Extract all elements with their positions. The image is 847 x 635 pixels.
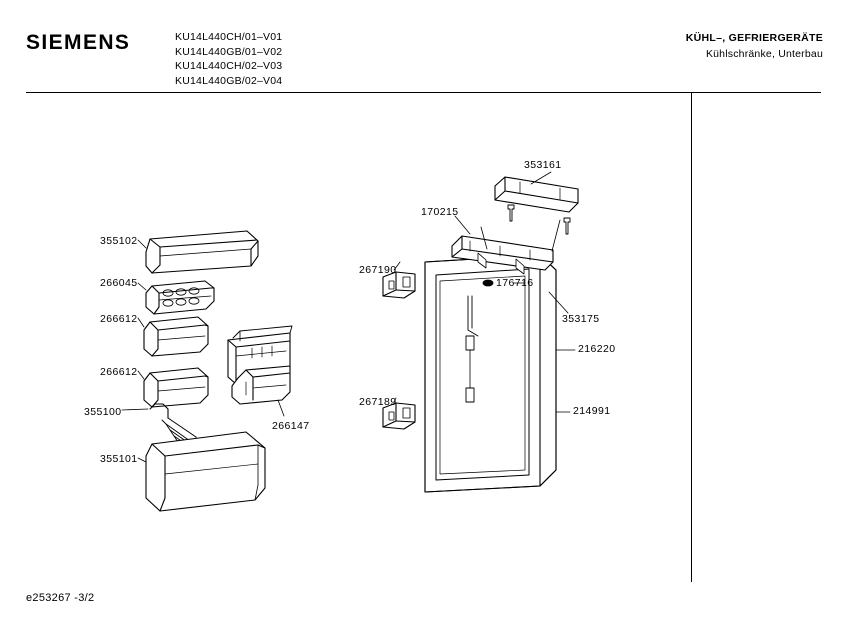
category-line-2: Kühlschränke, Unterbau [705, 48, 823, 60]
part-355102-shape [146, 231, 258, 273]
part-label-355100: 355100 [84, 406, 122, 418]
part-353161-shape [495, 177, 578, 212]
model-line-4: KU14L440GB/02–V04 [175, 74, 283, 87]
part-label-170215: 170215 [421, 206, 459, 218]
part-216220-shape [436, 269, 529, 480]
model-line-1: KU14L440CH/01–V01 [175, 31, 283, 43]
part-label-355101: 355101 [100, 453, 138, 465]
part-label-266612-upper: 266612 [100, 313, 138, 325]
category-line-1: KÜHL–, GEFRIERGERÄTE [685, 32, 823, 44]
part-label-266045: 266045 [100, 277, 138, 289]
model-line-3: KU14L440CH/02–V03 [175, 60, 283, 73]
part-label-267190: 267190 [359, 264, 397, 276]
part-176716-shape [483, 280, 493, 286]
document-code: e253267 -3/2 [26, 592, 95, 604]
part-label-176716: 176716 [496, 277, 534, 289]
part-355101-shape [146, 432, 265, 511]
part-266147-shape [228, 326, 292, 404]
part-266045-shape [146, 281, 214, 314]
part-label-353161: 353161 [524, 159, 562, 171]
part-label-355102: 355102 [100, 235, 138, 247]
model-line-2: KU14L440GB/01–V02 [175, 45, 283, 58]
part-label-214991: 214991 [573, 405, 611, 417]
part-label-267189: 267189 [359, 396, 397, 408]
part-label-266147: 266147 [272, 420, 310, 432]
part-label-216220: 216220 [578, 343, 616, 355]
part-266612-lower-shape [144, 368, 208, 407]
brand-logo: SIEMENS [26, 31, 131, 54]
part-label-353175: 353175 [562, 313, 600, 325]
part-266612-upper-shape [144, 317, 208, 356]
part-label-266612-lower: 266612 [100, 366, 138, 378]
